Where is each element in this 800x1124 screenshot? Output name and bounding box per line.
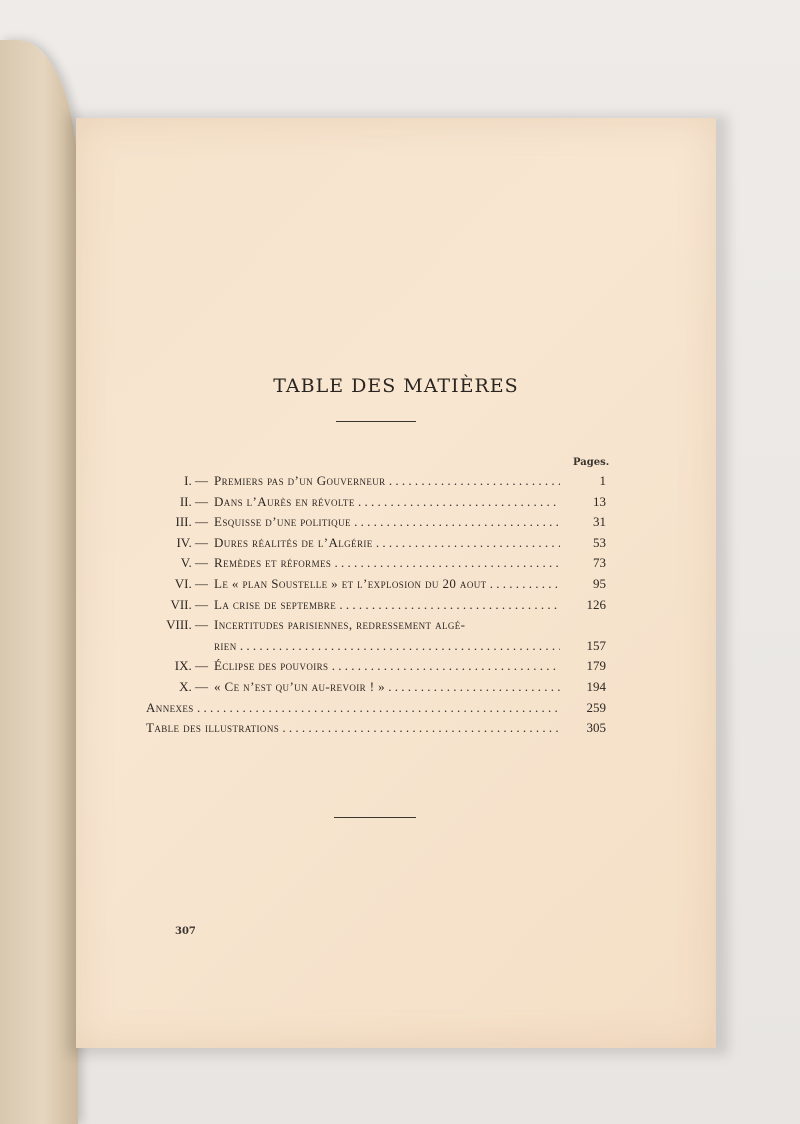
left-page-edge — [0, 40, 78, 1124]
pages-column-label: Pages. — [573, 457, 610, 468]
page-number: 73 — [593, 555, 606, 571]
chapter-title: « Ce n’est qu’un au-revoir ! » . . . — [214, 677, 560, 698]
page-number: 1 — [599, 473, 606, 488]
toc-entry — [146, 471, 606, 492]
page-number: 95 — [593, 575, 606, 591]
chapter-title: Le « plan Soustelle » et l’explosion du 20 aout . . . — [214, 574, 560, 595]
chapter-number: IV. — — [176, 534, 208, 550]
toc-entry-continuation — [146, 636, 606, 657]
book-page — [76, 118, 716, 1048]
chapter-title: La crise de septembre . . . — [214, 595, 560, 616]
page-number: 259 — [586, 699, 606, 715]
page-number: 157 — [586, 637, 606, 653]
page-title: TABLE DES MATIÈRES — [273, 375, 519, 397]
toc-entry — [146, 595, 606, 616]
page-number: 305 — [586, 720, 606, 736]
toc-entry — [146, 656, 606, 677]
chapter-number: III. — — [175, 514, 208, 530]
toc-entry — [146, 677, 606, 698]
chapter-number: X. — — [179, 678, 208, 694]
chapter-title-continuation: rien . . . — [214, 636, 560, 657]
page-number: 13 — [593, 493, 606, 509]
toc-entry — [146, 533, 606, 554]
chapter-number: II. — — [179, 493, 208, 509]
page-number: 53 — [593, 534, 606, 550]
toc-entry — [146, 615, 606, 636]
toc-entry — [146, 574, 606, 595]
chapter-number: VII. — — [170, 596, 208, 612]
toc-entry-illustrations — [146, 718, 606, 739]
chapter-number: VIII. — — [166, 617, 208, 633]
chapter-title: Dans l’Aurès en révolte . . . — [214, 492, 560, 513]
page-number: 31 — [593, 514, 606, 530]
chapter-title: Éclipse des pouvoirs . . . — [214, 656, 560, 677]
page-number: 179 — [586, 658, 606, 674]
toc-entry-appendix — [146, 698, 606, 719]
chapter-title: Premiers pas d’un Gouverneur . . . — [214, 471, 560, 492]
title-rule — [336, 421, 416, 422]
chapter-number: IX. — — [174, 658, 208, 674]
chapter-title: Remèdes et réformes . . . — [214, 553, 560, 574]
chapter-title: Dures réalités de l’Algérie . . . — [214, 533, 560, 554]
page-number: 126 — [586, 596, 606, 612]
folio-page-number: 307 — [175, 926, 196, 937]
table-of-contents — [146, 471, 606, 739]
toc-entry — [146, 553, 606, 574]
illustrations-title: Table des illustrations . . . — [146, 718, 560, 739]
chapter-number: I. — — [184, 473, 208, 488]
chapter-title: Esquisse d’une politique . . . — [214, 512, 560, 533]
page-number: 194 — [586, 678, 606, 694]
appendix-title: Annexes . . . — [146, 698, 560, 719]
toc-entry — [146, 492, 606, 513]
chapter-title: Incertitudes parisiennes, redressement algé- — [214, 617, 466, 633]
chapter-number: V. — — [180, 555, 208, 571]
closing-rule — [334, 817, 416, 818]
toc-entry — [146, 512, 606, 533]
chapter-number: VI. — — [174, 575, 208, 591]
